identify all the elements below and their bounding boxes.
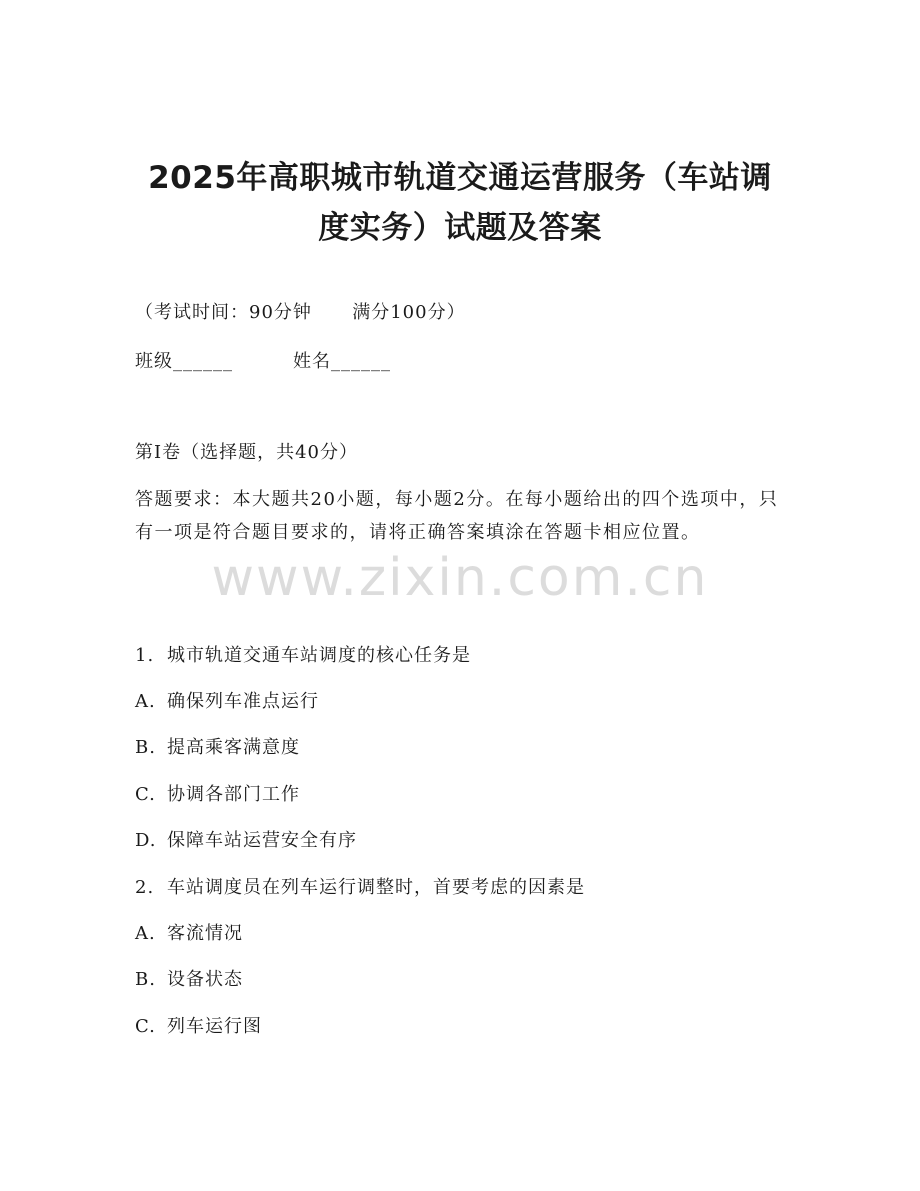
option-text: 提高乘客满意度 xyxy=(167,737,300,758)
option-text: 客流情况 xyxy=(167,923,243,944)
option-text: 协调各部门工作 xyxy=(167,784,300,805)
question-text: 车站调度员在列车运行调整时，首要考虑的因素是 xyxy=(167,877,585,898)
question-text: 城市轨道交通车站调度的核心任务是 xyxy=(167,645,471,666)
option-2b xyxy=(135,968,243,992)
question-number: 2. xyxy=(135,877,155,898)
option-letter: B. xyxy=(135,969,156,990)
option-1d xyxy=(135,829,357,853)
watermark: www.zixin.com.cn xyxy=(211,548,709,608)
option-1c xyxy=(135,783,300,807)
option-text: 设备状态 xyxy=(167,969,243,990)
option-letter: A. xyxy=(135,691,156,712)
document-title-line-2: 度实务）试题及答案 xyxy=(318,210,602,246)
option-2c xyxy=(135,1015,262,1039)
option-text: 确保列车准点运行 xyxy=(167,691,319,712)
instructions: 答题要求：本大题共20小题，每小题2分。在每小题给出的四个选项中，只有一项是符合题目要求的，请将正确答案填涂在答题卡相应位置。 xyxy=(135,489,779,543)
option-1a xyxy=(135,690,319,714)
option-letter: A. xyxy=(135,923,156,944)
option-text: 保障车站运营安全有序 xyxy=(167,830,357,851)
class-field: 班级______ xyxy=(135,351,233,372)
section-heading: 第I卷（选择题，共40分） xyxy=(135,442,359,463)
option-letter: C. xyxy=(135,784,156,805)
option-1b xyxy=(135,736,300,760)
option-2a xyxy=(135,922,243,946)
question-number: 1. xyxy=(135,645,155,666)
document-title-line-1: 2025年高职城市轨道交通运营服务（车站调 xyxy=(148,160,772,196)
name-field: 姓名______ xyxy=(293,351,391,372)
question-1 xyxy=(135,644,471,668)
exam-info: （考试时间：90分钟 满分100分） xyxy=(135,302,466,323)
question-2 xyxy=(135,876,585,900)
option-letter: B. xyxy=(135,737,156,758)
option-letter: C. xyxy=(135,1016,156,1037)
option-text: 列车运行图 xyxy=(167,1016,262,1037)
option-letter: D. xyxy=(135,830,157,851)
